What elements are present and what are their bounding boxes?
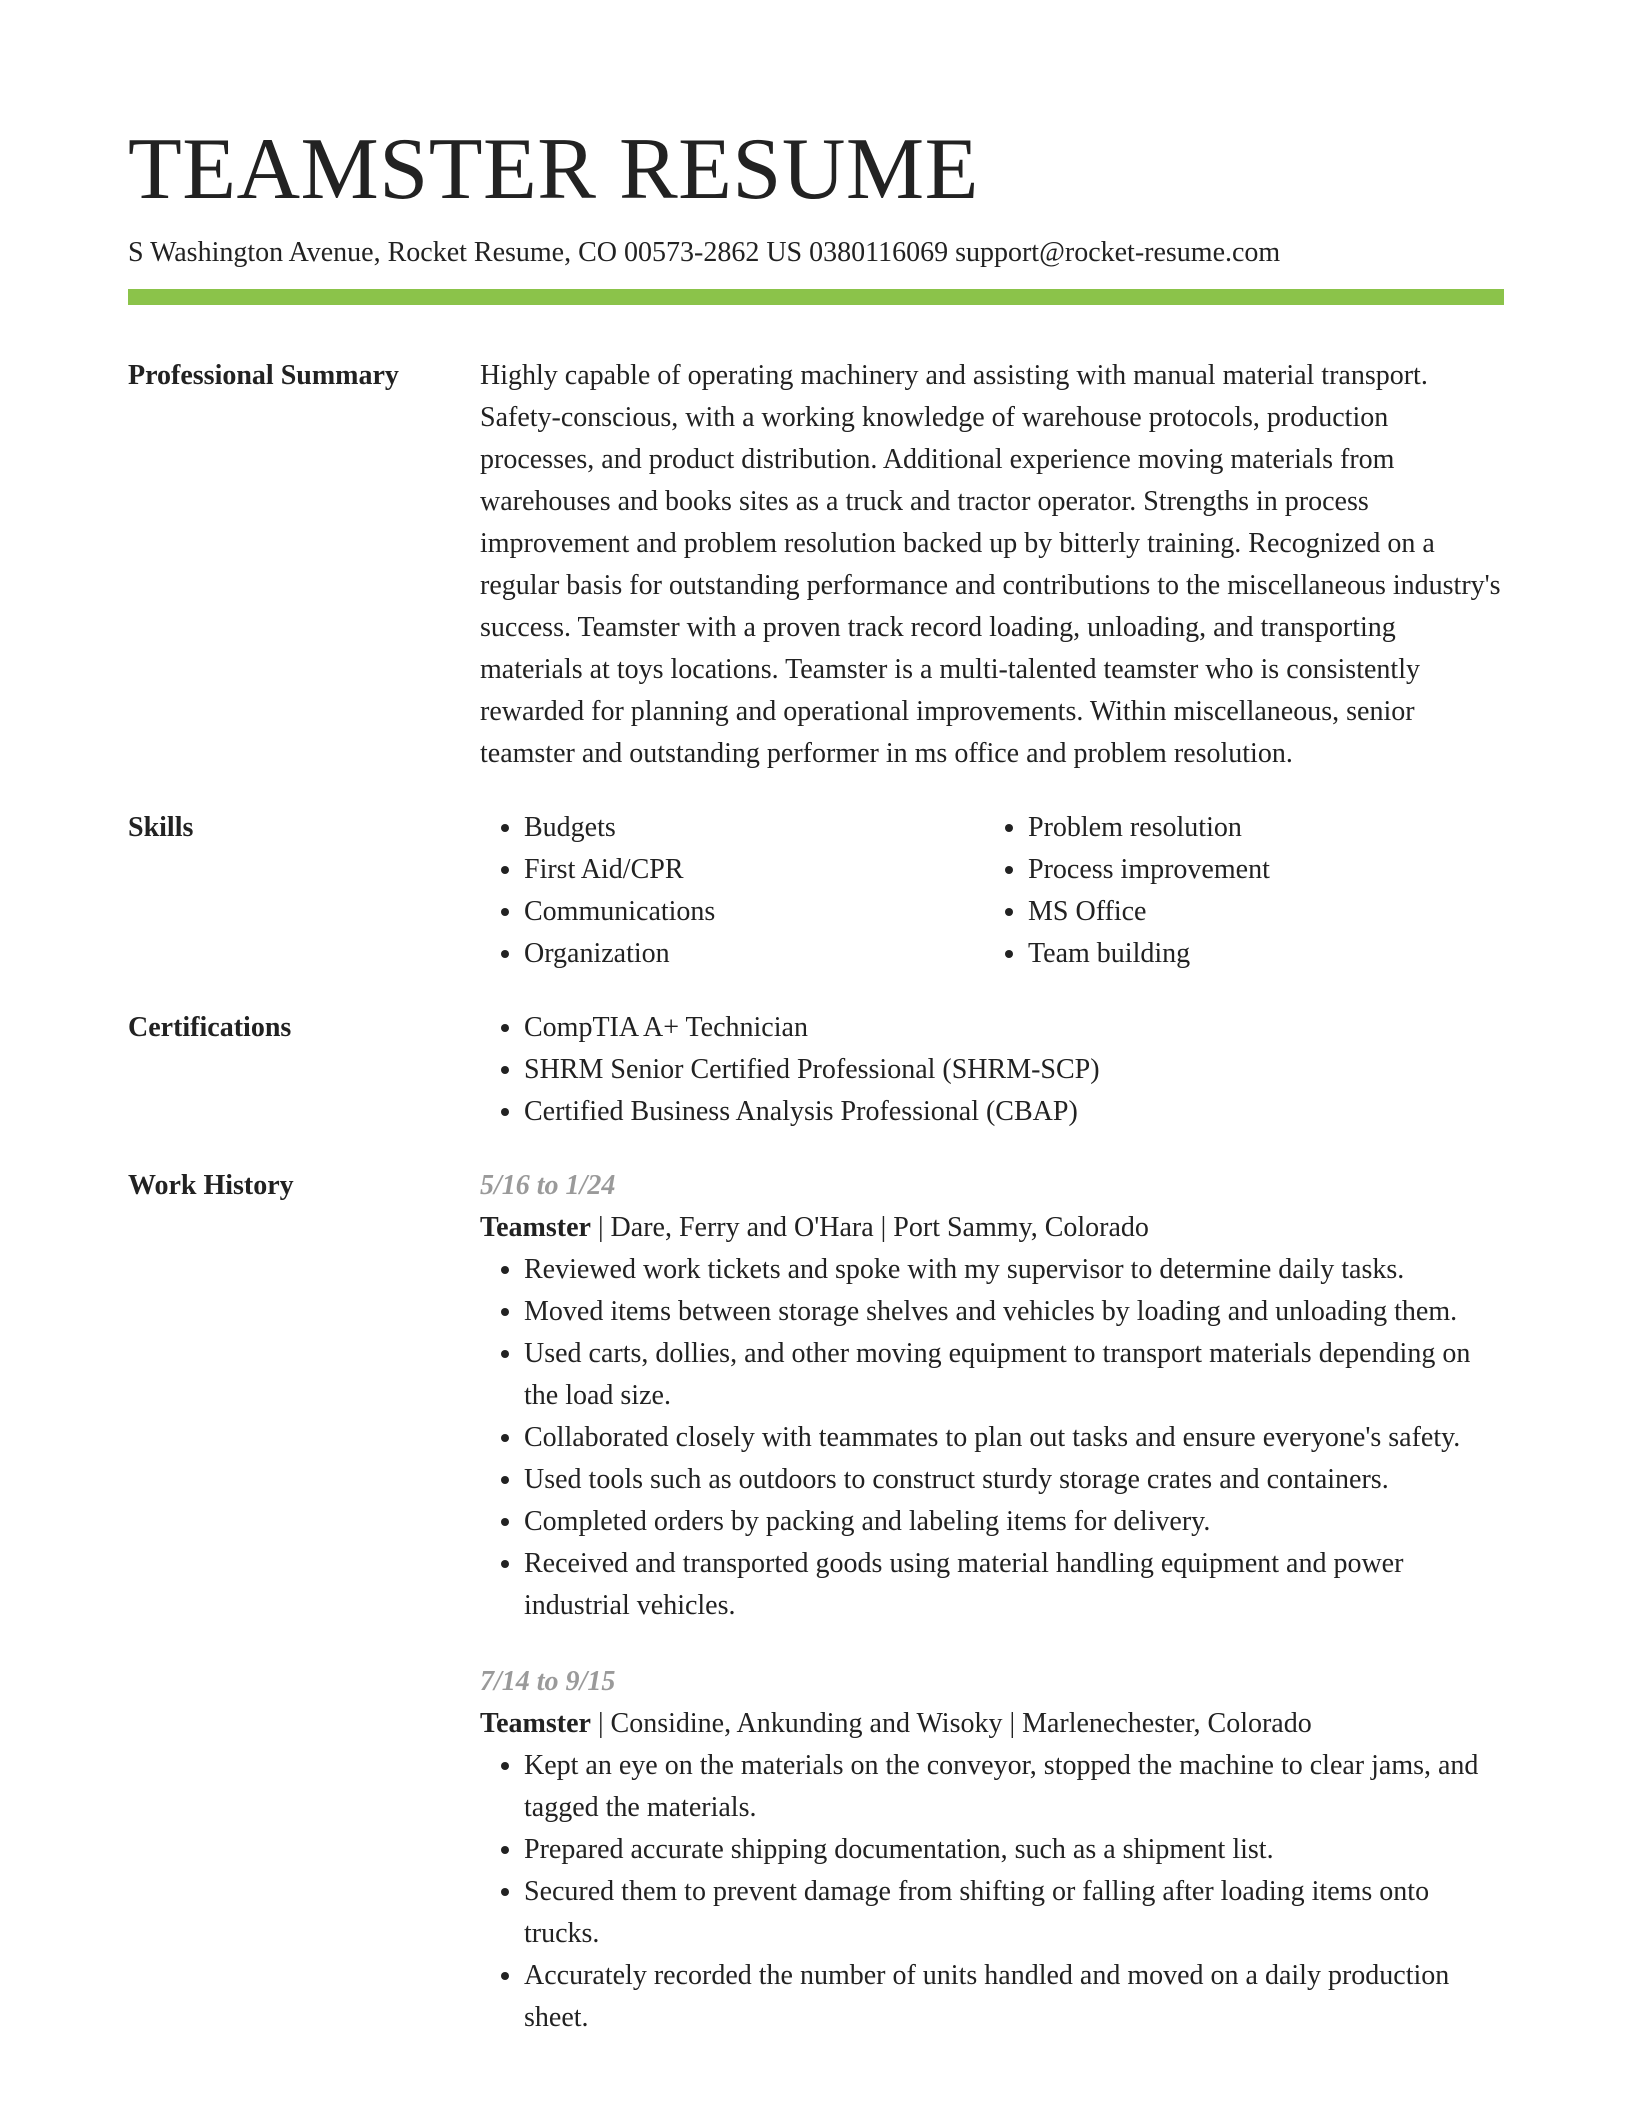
resume-page — [128, 0, 1504, 2039]
job-duty: • Reviewed work tickets and spoke with my supervisor to determine daily tasks. — [524, 1249, 1504, 1291]
job-duty: • Used carts, dollies, and other moving equipment to transport materials depending on the load size. — [524, 1333, 1504, 1417]
job-dates: 5/16 to 1/24 — [480, 1170, 616, 1201]
skill-item: • MS Office — [1028, 891, 1488, 933]
job-duty: • Used tools such as outdoors to construct sturdy storage crates and containers. — [524, 1459, 1504, 1501]
certification-item: • SHRM Senior Certified Professional (SHRM-SCP) — [524, 1049, 1504, 1091]
skills-list-right — [984, 807, 1488, 975]
skill-item: • Budgets — [524, 807, 984, 849]
skill-item: • Problem resolution — [1028, 807, 1488, 849]
job-duty: • Moved items between storage shelves and vehicles by loading and unloading them. — [524, 1291, 1504, 1333]
job-duty: • Accurately recorded the number of units handled and moved on a daily production sheet. — [524, 1955, 1504, 2039]
certification-item: • CompTIA A+ Technician — [524, 1007, 1504, 1049]
job-details: | Dare, Ferry and O'Hara | Port Sammy, Colorado — [590, 1212, 1149, 1243]
job-dates: 7/14 to 9/15 — [480, 1666, 616, 1697]
job-title: Teamster — [480, 1708, 591, 1739]
certifications-list — [480, 1007, 1504, 1133]
skill-item: • Team building — [1028, 933, 1488, 975]
job-duty: • Collaborated closely with teammates to plan out tasks and ensure everyone's safety. — [524, 1417, 1504, 1459]
job-duties-list — [480, 1249, 1504, 1627]
summary-text: Highly capable of operating machinery and assisting with manual material transport. Safety-conscious, with a working knowledge of warehouse protocols, production processes, and product distribution. Additional experience moving materials from warehouses and books sites as a truck and tractor operator. Strengths in process improvement and problem resolution backed up by bitterly training. Recognized on a regular basis for outstanding performance and contributions to the miscellaneous industry's success. Teamster with a proven track record loading, unloading, and transporting materials at toys locations. Teamster is a multi-talented teamster who is consistently rewarded for planning and operational improvements. Within miscellaneous, senior teamster and outstanding performer in ms office and problem resolution. — [480, 360, 1501, 769]
section-label-summary: Professional Summary — [128, 360, 399, 391]
skills-list-left — [480, 807, 984, 975]
resume-title: TEAMSTER RESUME — [128, 121, 979, 218]
job-heading — [480, 1703, 1504, 1745]
job-heading — [480, 1207, 1504, 1249]
work-history-section — [128, 1165, 1504, 2039]
job-duties-list — [480, 1745, 1504, 2039]
accent-divider — [128, 289, 1504, 305]
job-details: | Considine, Ankunding and Wisoky | Marlenechester, Colorado — [590, 1708, 1312, 1739]
job-duty: • Secured them to prevent damage from shifting or falling after loading items onto trucks. — [524, 1871, 1504, 1955]
section-label-skills: Skills — [128, 812, 194, 843]
job-duty: • Completed orders by packing and labeling items for delivery. — [524, 1501, 1504, 1543]
job-duty: • Received and transported goods using material handling equipment and power industrial vehicles. — [524, 1543, 1504, 1627]
certification-item: • Certified Business Analysis Professional (CBAP) — [524, 1091, 1504, 1133]
skill-item: • Organization — [524, 933, 984, 975]
job-duty: • Prepared accurate shipping documentation, such as a shipment list. — [524, 1829, 1504, 1871]
job-entry — [480, 1165, 1504, 1627]
certifications-section — [128, 1007, 1504, 1133]
skill-item: • Process improvement — [1028, 849, 1488, 891]
job-entry — [480, 1661, 1504, 2039]
section-label-certifications: Certifications — [128, 1012, 292, 1043]
professional-summary-section — [128, 355, 1504, 775]
job-title: Teamster — [480, 1212, 591, 1243]
skill-item: • Communications — [524, 891, 984, 933]
job-duty: • Kept an eye on the materials on the conveyor, stopped the machine to clear jams, and tagged the materials. — [524, 1745, 1504, 1829]
skill-item: • First Aid/CPR — [524, 849, 984, 891]
skills-section — [128, 807, 1504, 975]
contact-line: S Washington Avenue, Rocket Resume, CO 00573-2862 US 0380116069 support@rocket-resume.com — [128, 237, 1281, 268]
section-label-work-history: Work History — [128, 1170, 294, 1201]
